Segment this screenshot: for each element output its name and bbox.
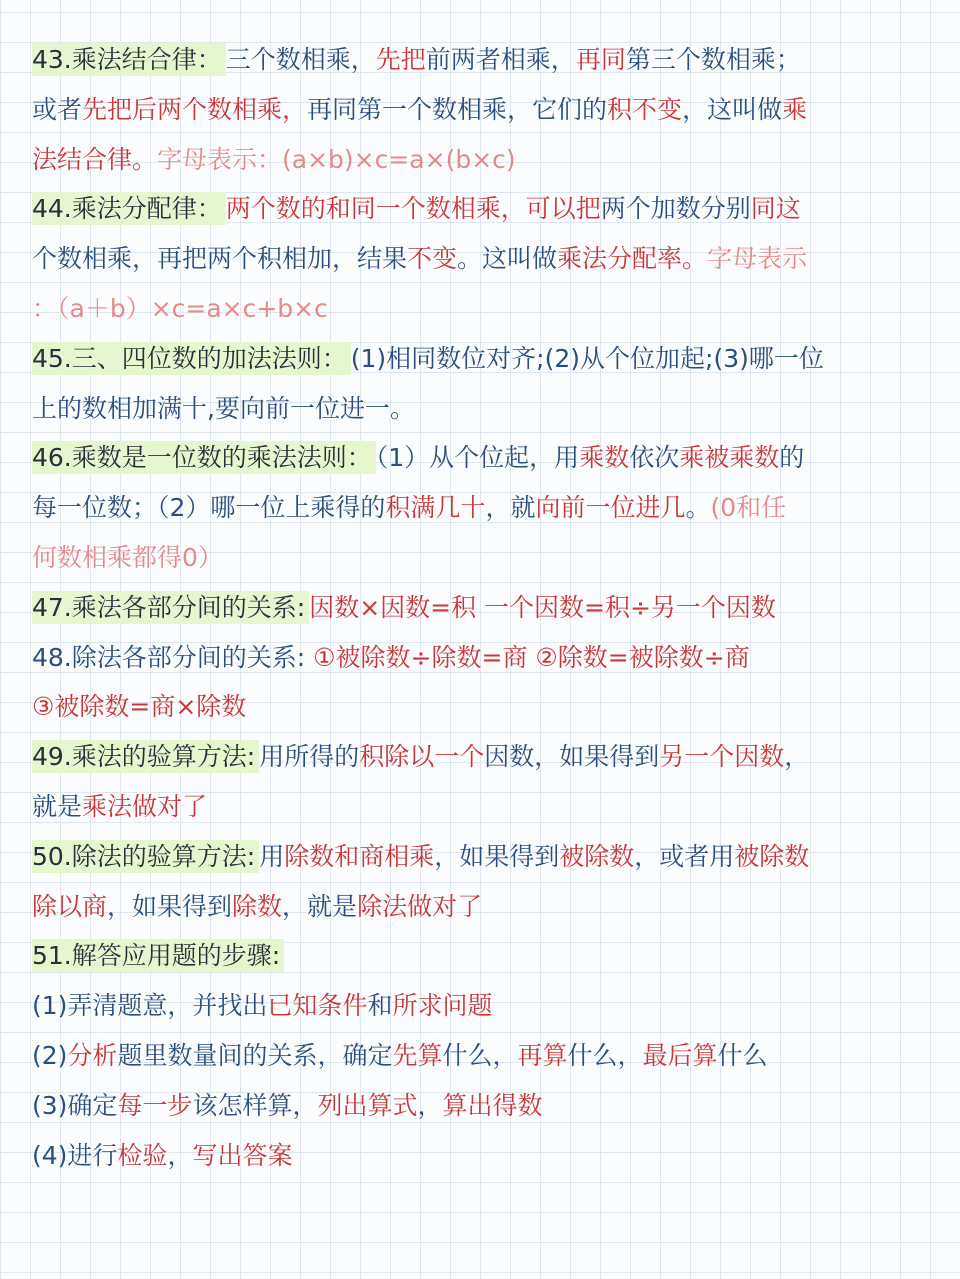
text-segment: 两个加数分别 [600,194,751,224]
text-segment: （1）从个位起，用 [375,443,580,473]
text-segment: 每一位数；（2）哪一位上乘得的 [32,493,386,523]
text-segment: (0和任 [710,493,787,523]
text-segment: (1)相同数位对齐;(2)从个位加起;(3)哪一位 [350,343,824,373]
text-segment: 的 [779,443,805,473]
rule-title: 46.乘数是一位数的乘法法则： [32,441,376,474]
text-line [32,483,940,533]
text-segment: 被除数 [559,841,635,871]
text-segment: (1)弄清题意，并找出 [32,991,268,1021]
text-line [32,1131,940,1181]
text-line [32,85,940,135]
text-line [32,433,940,483]
text-segment: ， [167,1140,193,1170]
text-line [32,732,940,782]
text-segment: 什么， [442,1040,518,1070]
text-segment: 依次 [629,443,680,473]
text-line [32,234,940,284]
text-segment: 乘法分配率。 [557,244,708,274]
text-segment: 个数相乘，再把两个积相加，结果 [32,244,408,274]
text-segment: ①被除数÷除数=商 ②除数=被除数÷商 [305,642,750,672]
text-segment: 最后算 [642,1040,718,1070]
text-segment: 已知条件 [267,991,368,1021]
text-line [32,981,940,1031]
text-segment: 前两者相乘， [425,45,576,74]
text-segment: ③被除数=商×除数 [32,692,247,722]
text-segment: 再同 [575,45,626,74]
text-line [32,135,940,185]
rule-title: 47.乘法各部分间的关系: [32,591,309,624]
text-line [32,533,940,583]
text-segment: 除数和商相乘 [284,841,435,871]
text-segment: 写出答案 [192,1140,293,1170]
text-segment: 或者 [32,94,83,124]
text-segment: 被除数 [734,841,810,871]
text-segment: 除以商 [32,891,108,921]
text-line [32,284,940,334]
text-segment: 同这 [750,194,801,224]
text-segment: 检验 [117,1140,168,1170]
text-segment: 列出算式 [317,1090,418,1120]
text-segment: 何数相乘都得0） [32,542,223,572]
rule-title: 43.乘法结合律： [32,43,226,76]
text-segment: 用所得的 [259,742,360,772]
text-segment: ，就是 [282,891,358,921]
text-segment: 什么， [567,1040,643,1070]
text-segment: 因数，如果得到 [484,742,660,772]
text-segment: 什么 [717,1040,768,1070]
text-segment: 法结合律。 [32,144,158,174]
rule-title: 49.乘法的验算方法: [32,740,259,773]
text-segment: 先把 [375,45,426,74]
text-segment: 第三个数相乘； [625,45,801,74]
text-segment: 向前一位进几 [535,493,686,523]
rule-title: 50.除法的验算方法: [32,840,259,873]
text-segment: 乘数 [579,443,630,473]
text-segment: 每一步 [117,1090,193,1120]
text-line [32,583,940,633]
text-line [32,682,940,732]
text-segment: ，如果得到 [434,841,560,871]
text-segment: ，就 [485,493,536,523]
text-segment: 题里数量间的关系，确定 [117,1040,393,1070]
text-segment: ， [784,742,810,772]
text-line [32,931,940,981]
text-segment: 乘 [782,94,808,124]
text-line [32,832,940,882]
text-segment: 积满几十 [385,493,486,523]
text-segment: 三个数相乘， [225,45,376,74]
text-segment: 先算 [392,1040,443,1070]
text-segment: 上的数相加满十,要向前一位进一。 [32,393,415,423]
text-segment: 字母表示：(a×b)×c=a×(b×c) [157,144,516,174]
text-segment: 乘法做对了 [82,791,208,821]
text-segment: ，或者用 [634,841,735,871]
text-segment: 。这叫做 [457,244,558,274]
rule-title: 44.乘法分配律： [32,192,226,225]
text-segment: 所求问题 [392,991,493,1021]
text-segment: 48.除法各部分间的关系: [32,642,306,672]
text-segment: 就是 [32,791,83,821]
text-segment: 乘被乘数 [679,443,780,473]
text-segment: 再算 [517,1040,568,1070]
text-segment: 除法做对了 [357,891,483,921]
text-line [32,35,940,85]
text-line [32,1081,940,1131]
text-segment: 用 [259,841,285,871]
text-segment: 不变 [407,244,458,274]
text-segment: 该怎样算， [192,1090,318,1120]
text-segment: 再同第一个数相乘，它们的 [307,94,608,124]
text-segment: (2) [32,1040,68,1070]
text-segment: 和 [367,991,393,1021]
text-segment: 。 [685,493,711,523]
text-segment: 分析 [67,1040,118,1070]
text-segment: ：（a＋b）×c=a×c+b×c [32,293,328,323]
rule-title: 51.解答应用题的步骤: [32,939,284,972]
text-line [32,184,940,234]
text-segment: ， [417,1090,443,1120]
text-line [32,782,940,832]
text-segment: ，如果得到 [107,891,233,921]
text-segment: 先把后两个数相乘， [82,94,308,124]
rule-title: 45.三、四位数的加法法则： [32,342,351,375]
text-line [32,633,940,683]
text-segment: 算出得数 [442,1090,543,1120]
text-segment: 字母表示 [707,244,808,274]
text-segment: 两个数的和同一个数相乘，可以把 [225,194,601,224]
text-segment: 另一个因数 [659,742,785,772]
text-segment: 除数 [232,891,283,921]
text-segment: ，这叫做 [682,94,783,124]
text-segment: 积除以一个 [359,742,485,772]
text-line [32,384,940,434]
text-line [32,882,940,932]
text-segment: 因数×因数=积 一个因数=积÷另一个因数 [309,592,776,622]
text-segment: (4)进行 [32,1140,118,1170]
text-segment: (3)确定 [32,1090,118,1120]
text-line [32,334,940,384]
text-segment: 积不变 [607,94,683,124]
text-line [32,1031,940,1081]
